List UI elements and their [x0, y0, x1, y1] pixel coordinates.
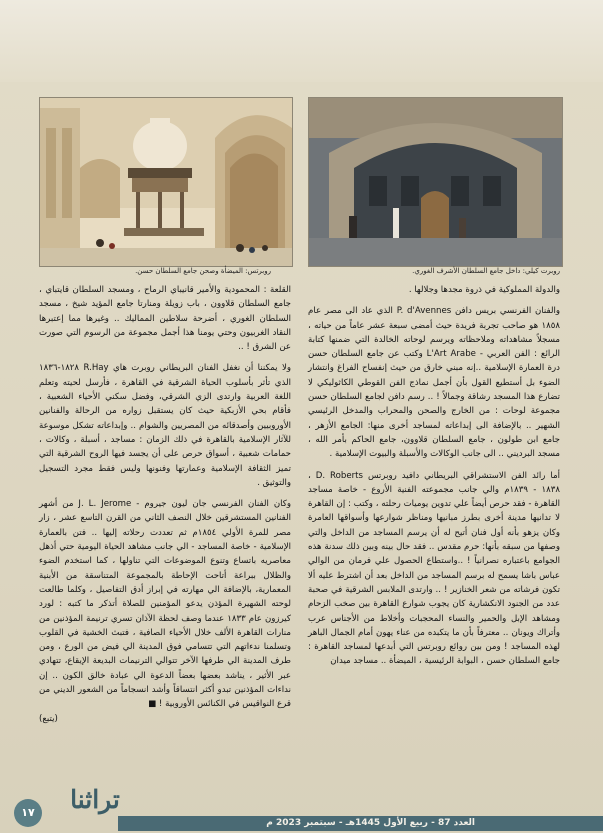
article-column-left	[39, 283, 291, 726]
page-footer	[0, 776, 603, 833]
paragraph: والدولة المملوكية في ذروة مجدها وجلالها .	[408, 285, 560, 295]
issue-info: العدد 87 - ربيع الأول 1445هـ - سبتمبر 2023 م	[266, 818, 475, 828]
to-be-continued: (يتبع)	[39, 713, 58, 724]
photo-ghouri-interior	[308, 97, 563, 267]
photo-ablution-courtyard	[39, 97, 293, 267]
paragraph: ولا يمكننا أن نغفل الفنان البريطاني روبرت هاي R.Hay ١٨٢٨-١٨٣٦ الذي تأثر بأسلوب الحياة الشرقية في القاهرة ، فأرسل لحيته وتعلم اللغة العربية وارتدى الزي الشرقي، وفضل سكني الأحياء الشعبية ، فأقام بحي الأزبكية حيث كان يستقبل زواره من الرحالة والفنانين الأوروبيين وأصدقائه من المصريين والشوام .. وإبداعاته تشكل موسوعة للآثار الإسلامية بالقاهرة في ذلك الزمان : مساجد ، أسبلة ، وكالات ، حمامات شعبية ، أسواق حرص على أن يجسد فيها الروح الشرقية التي تميز الثقافة الإسلامية وعمارتها وفنونها وليس فقط مجرد التسجيل والتوثيق .	[39, 363, 292, 488]
paragraph: وكان الفنان الفرنسي جان ليون جيروم - J. L. Jerome من أشهر الفنانين المستشرقين خلال النصف الثاني من القرن التاسع عشر ، زار مصر للمرة الأولي ١٨٥٤م ثم تعددت رحلاته إليها .. فتن بالعمارة الإسلامية - خاصة المساجد - الي جانب مشاهد الحياة اليومية حتي أذهل معاصريه باتساع وتنوع الموضوعات التي تناولها ، كما استخدم الضوء والظلال ببراعة أتاحت الإحاطة بالمجموعة المتناسقة من الأبنية المعمارية، بالإضافة الي مهارته في إبراز أدق التفاصيل ، وكلما طالعت لوحته الشهيرة المؤذن يدعو المؤمنين للصلاة أتذكر ما كتبه : لورد كيرزون عام ١٨٣٣ عندما وصف لحظة الآذان تسري ترنيمة المؤذنين من منارات القاهرة الألف خلال الأحياء الصافية ، فتبث الخشية في القلوب وتسلمنا ندءاتهم التي تتسامي فوق المدينة الي فيض من الورع ، ومن طرف المدينة الي طرفها الآخر تتوالي الترنيمات البديعة الإيقاع، تتهادي عبر الأثير ، يناشد بعضها بعضاً الدعوة الي عبادة خالق الكون .. إن نداءات المؤذنين تبدو أكثر انتساقاً وأشد انسجاماً من الشعور الديني من قرع النواقيس في الكنائس الأوروبية ! ■	[39, 499, 291, 710]
page-number: ١٧	[14, 799, 42, 827]
top-margin	[0, 0, 603, 82]
caption-right: روبرت كيلي: داخل جامع السلطان الأشرف الغوري.	[412, 267, 560, 275]
article-column-right	[308, 283, 560, 669]
magazine-logo: تراثنا	[70, 785, 120, 814]
painting-ablution-courtyard	[40, 98, 292, 266]
paragraph: والفنان الفرنسي بريس دافن P. d'Avennes الذي عاد الى مصر عام ١٨٥٨ هو صاحب تجربة فريدة حيث أمضى سبعة عشر عاماً من حياته ، مسجلاً مشاهداته وملاحظاته ويرسم لوحاته الخالدة التي ضمنها كتابة الرائع : الفن العربي - L'Art Arabe وكتب عن جامع السلطان حسن درة العمارة الإسلامية ..إنه مبني خارق من حيث إنفساح الفراغ وانتشار الضوء بل أستطيع القول بأن أجمل نماذج الفن القوطي الكاثوليكي لا تضارع هذا المسجد رشاقة وجمالاً ! .. رسم دافن لجامع السلطان حسن مجموعة لوحات : من الخارج والصحن والمحراب والمدخل الرئيسي الشهير .. بالإضافة الى إبداعاته لمساجد أخرى منها: الجامع الأزهر ، جامع ابن طولون ، جامع السلطان قلاوون، جامع الحاكم بأمر الله ، مسجد البرديني .. الى جانب الوكالات والأسبلة والبيوت الإسلامية .	[308, 306, 560, 460]
caption-left: روبرتس: الميضأة وصحن جامع السلطان حسن.	[135, 267, 271, 275]
painting-ghouri-interior	[309, 98, 562, 266]
paragraph: أما رائد الفن الاستشراقي البريطاني دافيد روبرتس D. Roberts ، ١٨٣٨ - ١٨٣٩م والي جانب مجموعته الفنية الأروع - خاصة مساجد القاهرة - فقد حرص أيضاً علي تدوين يوميات رحلته ، وكتب : إن القاهرة لا تدانيها مدينة أخرى بطرز مبانيها ومناظر شوارعها وأسواقها العامرة وكان يزهو بأنه أول فنان أتيح له أن يرسم المساجد من الداخل والتي وصفها من سبقه بأنها: حرم مقدس .. فقد حال بينه وبين ذلك سدنة هذه الجوامع باعتباره نصرانياً ! ..واستطاع الحصول علي فرمان من الوالي عباس باشا يسمح له برسم المساجد من الداخل بعد أن اشترط عليه ألا تكون فرشاته من شعر الخنازير ! .. وارتدى الملابس الشرقية في صحبة عدد من الجنود الانكشارية كان يجوب شوارع القاهرة بين صخب الزحام ومشاهد الإبل والحمير والنساء المحجبات وأخلاط من الأجناس عرب وأتراك ويونان .. معترفاً بأن ما يتكبده من عناء يهون أمام الجمال الباهر لهذه المساجد ! ومن بين روائع روبرتس التي أبدعها لمساجد القاهرة : جامع السلطان حسن ، البوابة الرئيسية ، الميضأة .. مساجد ميدان	[308, 470, 560, 667]
paragraph: القلعة : المحمودية والأمير قانيباي الرماح ، ومسجد السلطان قايتباي ، جامع السلطان قلاوون ، باب زويلة ومنارتا جامع المؤيد شيخ ، مسجد السلطان الغوري ، أضرحة سلاطين المماليك .. وغيرها مما إعتبرها النقاد الغربيون وحتي يومنا هذا أجمل مجموعة من الرسوم التي صورت عن الشرق ! ..	[39, 285, 291, 353]
